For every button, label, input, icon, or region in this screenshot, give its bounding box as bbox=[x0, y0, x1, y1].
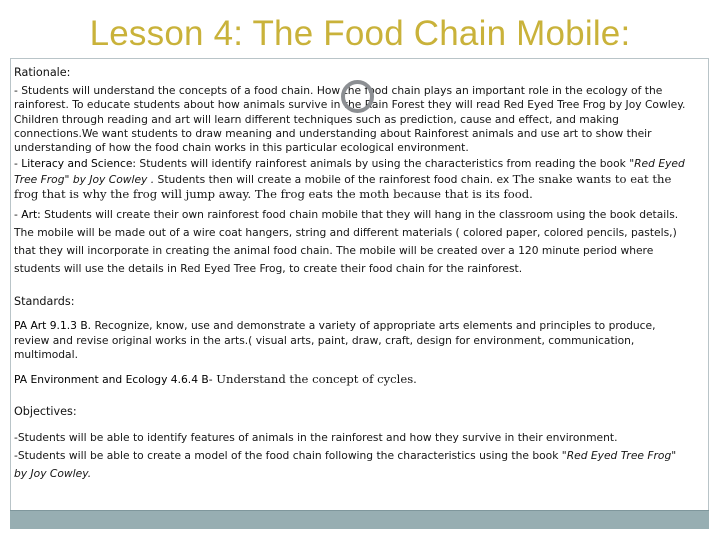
rationale-heading: Rationale: bbox=[14, 66, 71, 79]
literacy-text-2: Students then will create a mobile of the rainforest food chain. ex bbox=[154, 172, 513, 186]
standard-env-code: PA Environment and Ecology 4.6.4 B- bbox=[14, 373, 213, 387]
objective-1 bbox=[14, 429, 686, 447]
standard-art-text: Recognize, know, use and demonstrate a variety of appropriate arts elements and principles to produce, review and revise original works in the arts.( visual arts, paint, draw, craft, design for environment, communication, multimodal. bbox=[14, 319, 656, 361]
standard-env-text: Understand the concept of cycles. bbox=[212, 372, 417, 387]
objective-2 bbox=[14, 447, 686, 483]
cycle-ring-icon bbox=[341, 80, 374, 113]
literacy-book-title: "Red Eyed Tree Frog" by Joy Cowley . bbox=[14, 157, 685, 186]
literacy-text-1: Students will identify rainforest animals by using the characteristics from reading the book bbox=[136, 157, 630, 171]
literacy-example: The snake wants to eat the frog that is why the frog will jump away. The frog eats the moth because that is its food. bbox=[14, 171, 672, 202]
literacy-prefix: - bbox=[14, 157, 22, 171]
objective-1-text: -Students will be able to identify features of animals in the rainforest and how they survive in their environment. bbox=[14, 430, 618, 444]
art-label: Art: bbox=[21, 208, 41, 222]
rationale-intro-text: - Students will understand the concepts of a food chain. How the food chain plays an important role in the ecology of the rainforest. To educate students about how animals survive in the Rain Forest they will read Red Eyed Tree Frog by Joy Cowley. Children through reading and art will learn different techniques such as prediction, cause and effect, and making connections.We want students to draw meaning and understanding about Rainforest animals and use art to show their understanding of how the food chain works in this particular ecological environment. bbox=[14, 84, 686, 155]
art-paragraph bbox=[14, 206, 686, 278]
literacy-science-label: Literacy and Science: bbox=[21, 157, 137, 171]
lesson-body bbox=[14, 66, 686, 483]
objectives-heading: Objectives: bbox=[14, 404, 77, 418]
art-text: Students will create their own rainforest food chain mobile that they will hang in the classroom using the book details. The mobile will be made out of a wire coat hangers, string and different materials ( colored paper, colored pencils, pastels,) that they will incorporate in creating the animal food chain. The mobile will be created over a 120 minute period where students will use the details in Red Eyed Tree Frog, to create their food chain for the rainforest. bbox=[14, 208, 679, 276]
standard-art-code: PA Art 9.1.3 B. bbox=[14, 319, 92, 333]
slide-footer-bar bbox=[10, 510, 709, 529]
standards-heading: Standards: bbox=[14, 295, 75, 309]
standard-environment bbox=[14, 372, 686, 387]
slide-title: Lesson 4: The Food Chain Mobile: bbox=[89, 14, 631, 53]
objective-2-text: -Students will be able to create a model of the food chain following the characteristics using the book bbox=[14, 448, 562, 462]
literacy-science-paragraph bbox=[14, 157, 686, 202]
art-prefix: - bbox=[14, 208, 22, 222]
objective-2-book: "Red Eyed Tree Frog" by Joy Cowley. bbox=[14, 448, 677, 480]
standard-art bbox=[14, 319, 686, 362]
